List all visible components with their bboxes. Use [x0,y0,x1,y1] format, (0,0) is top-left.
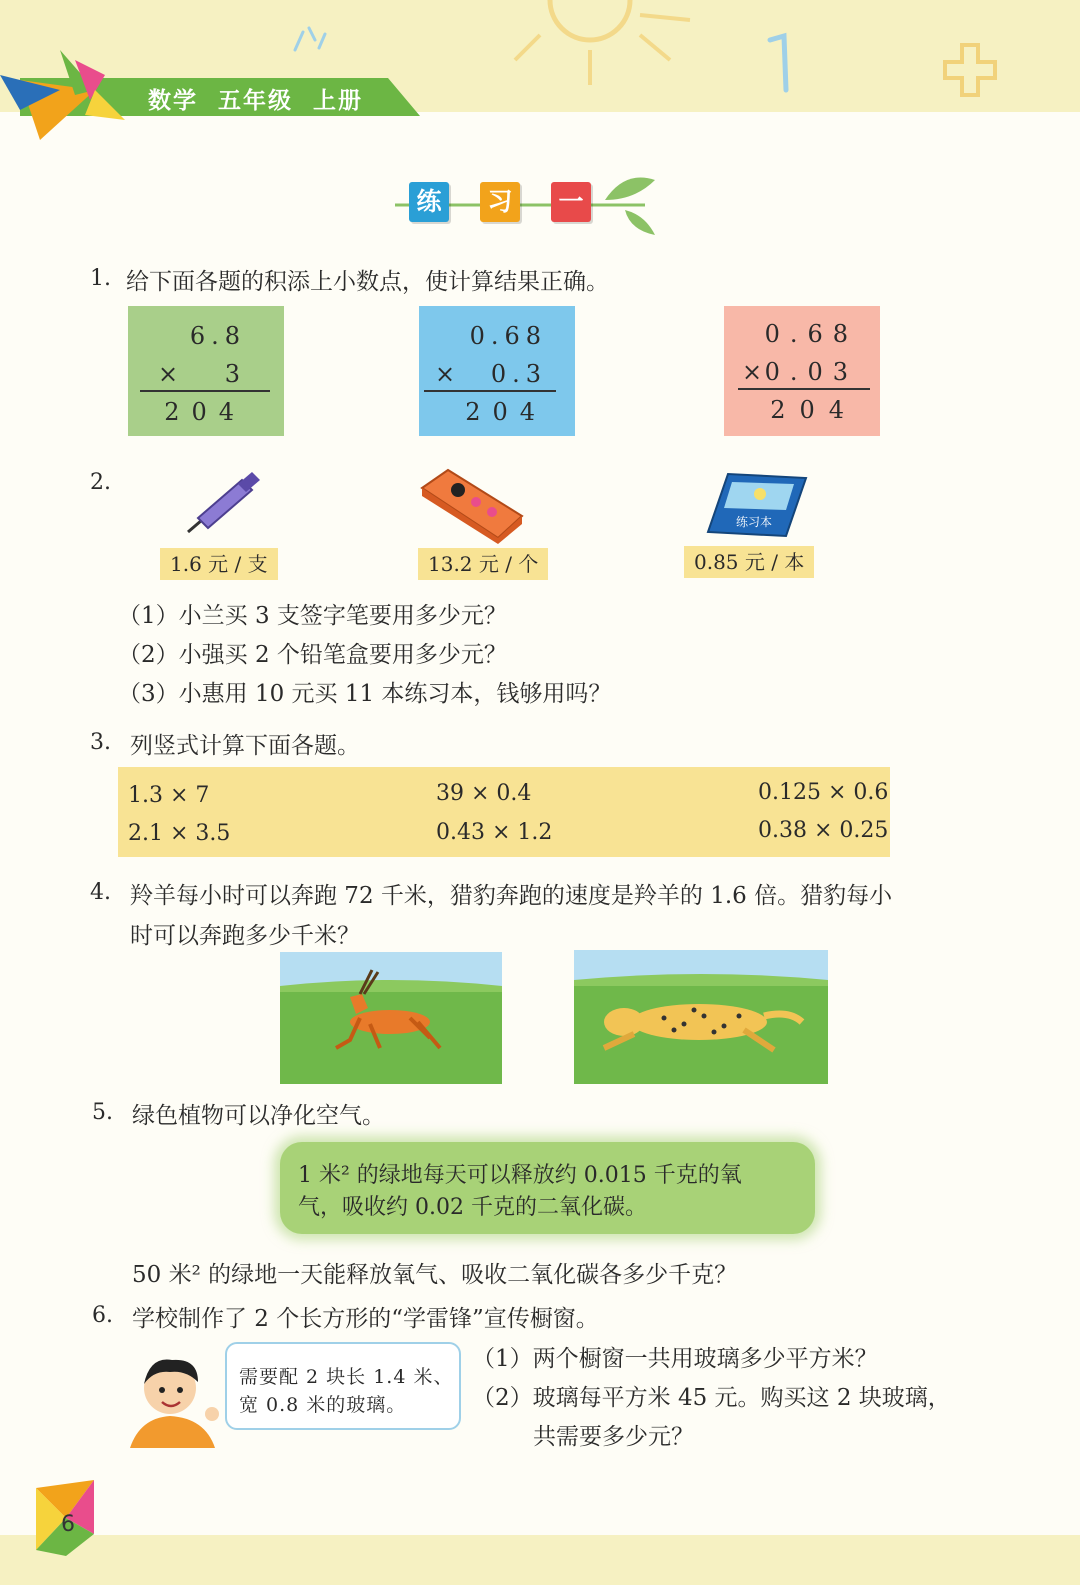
q5-note-box [280,1142,815,1234]
book-cover-text: 练习本 [736,515,773,529]
q4-number: 4. [90,880,111,905]
multiplier: 3 [224,360,246,388]
bubble-line-2: 宽 0.8 米的玻璃。 [239,1394,407,1416]
antelope-illustration [280,952,502,1084]
pencil-case-icon [418,468,526,544]
product: 204 [770,396,858,424]
tangram-logo [0,30,130,150]
q1-problem-1 [128,306,284,436]
number-one-decoration [760,30,800,100]
pen-price: 1.6 元 / 支 [160,548,278,580]
q6-number: 6. [92,1303,113,1328]
q2-number: 2. [90,470,111,495]
multiplicand: 0.68 [764,320,858,348]
q6-sub-2: （2）玻璃每平方米 45 元。购买这 2 块玻璃， [472,1385,951,1411]
times-sign: × [435,360,462,388]
note-line-1: 1 米² 的绿地每天可以释放约 0.015 千克的氧 [298,1163,742,1188]
q2-sub-3: （3）小惠用 10 元买 11 本练习本，钱够用吗？ [118,681,612,707]
result-line [140,390,270,392]
cheetah-illustration [574,950,828,1084]
times-sign: × [742,358,769,386]
header-title: 数学 五年级 上册 [148,88,364,114]
calc-item: 0.125 × 0.6 [758,780,889,805]
q3-calc-box [118,767,890,857]
q4-line-2: 时可以奔跑多少千米？ [130,923,360,949]
q2-sub-1: （1）小兰买 3 支签字笔要用多少元？ [118,603,507,629]
q3-text: 列竖式计算下面各题。 [130,733,360,759]
title-char-2: 习 [480,182,520,222]
pen-icon [180,470,265,540]
result-line [424,390,556,392]
calc-item: 2.1 × 3.5 [128,821,231,846]
times-sign: × [158,360,185,388]
boy-avatar [120,1348,225,1448]
pencil-case-price: 13.2 元 / 个 [418,548,548,580]
result-line [738,388,870,390]
exercise-book-price: 0.85 元 / 本 [684,546,814,578]
calc-item: 39 × 0.4 [436,781,532,806]
calc-item: 0.38 × 0.25 [758,818,889,843]
q1-text: 给下面各题的积添上小数点，使计算结果正确。 [126,269,609,295]
note-line-2: 气，吸收约 0.02 千克的二氧化碳。 [298,1195,647,1220]
q6-text: 学校制作了 2 个长方形的“学雷锋”宣传橱窗。 [132,1306,599,1332]
page-number: 6 [61,1512,75,1537]
product: 204 [164,398,246,426]
exercise-book-icon [698,472,810,538]
q6-sub-2-cont: 共需要多少元？ [533,1424,694,1450]
q1-number: 1. [90,266,111,291]
footer-band [0,1535,1080,1585]
q1-problem-2 [419,306,575,436]
multiplicand: 6.8 [189,322,246,350]
multiplier: 0.03 [764,358,858,386]
q5-number: 5. [92,1100,113,1125]
q5-text: 绿色植物可以净化空气。 [132,1103,385,1129]
q3-number: 3. [90,730,111,755]
q6-sub-1: （1）两个橱窗一共用玻璃多少平方米？ [472,1346,878,1372]
q2-sub-2: （2）小强买 2 个铅笔盒要用多少元？ [118,642,507,668]
q4-line-1: 羚羊每小时可以奔跑 72 千米，猎豹奔跑的速度是羚羊的 1.6 倍。猎豹每小 [130,883,893,909]
title-char-3: 一 [551,182,591,222]
speech-bubble [225,1342,461,1430]
title-char-1: 练 [409,182,449,222]
bubble-line-1: 需要配 2 块长 1.4 米、 [239,1366,454,1388]
q1-problem-3 [724,306,880,436]
multiplicand: 0.68 [469,322,547,350]
calc-item: 0.43 × 1.2 [436,820,553,845]
plus-decoration [940,40,1000,100]
product: 204 [465,398,547,426]
multiplier: 0.3 [490,360,547,388]
sparkle-decoration [285,20,335,60]
q5-question: 50 米² 的绿地一天能释放氧气、吸收二氧化碳各多少千克？ [132,1262,738,1288]
sun-decoration [500,0,700,90]
calc-item: 1.3 × 7 [128,783,210,808]
